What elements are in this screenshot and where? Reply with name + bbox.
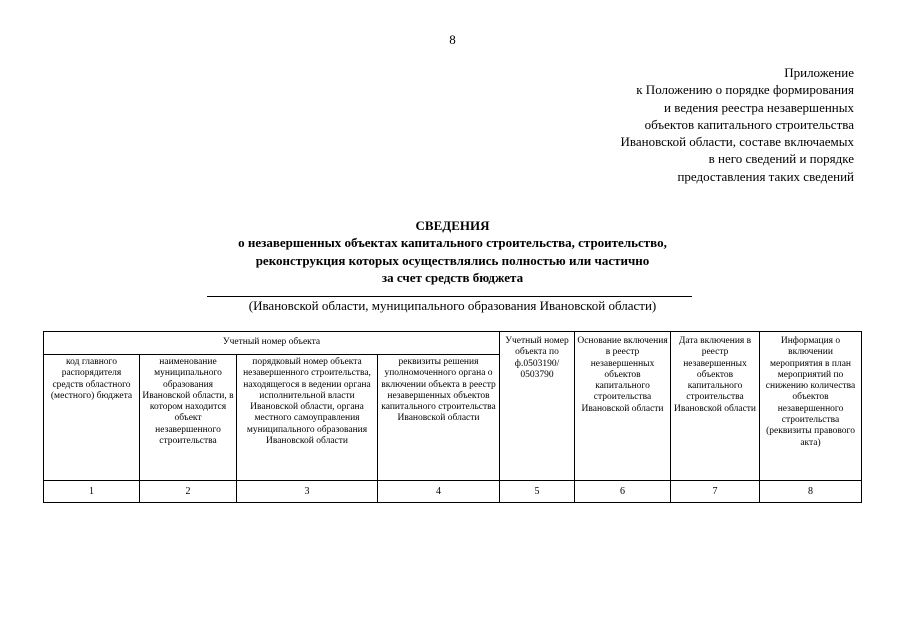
column-number: 5 xyxy=(500,481,575,503)
subtitle-line: реконструкция которых осуществлялись полностью или частично xyxy=(255,252,650,268)
document-subtitle xyxy=(0,234,905,287)
column-number: 3 xyxy=(237,481,378,503)
appendix-line: предоставления таких сведений xyxy=(677,168,854,184)
column-number: 2 xyxy=(140,481,237,503)
header-col-8: Информация о включении мероприятия в план мероприятий по снижению количества объектов незавершенного строительства (реквизиты правового акта) xyxy=(760,332,862,481)
column-number: 7 xyxy=(671,481,760,503)
document-title: СВЕДЕНИЯ xyxy=(415,218,490,233)
header-col-5: Учетный номер объекта по ф.0503190/ 0503790 xyxy=(500,332,575,481)
appendix-line: и ведения реестра незавершенных xyxy=(664,99,854,115)
appendix-line: Ивановской области, составе включаемых xyxy=(620,134,854,150)
appendix-line: в него сведений и порядке xyxy=(708,151,854,167)
subtitle-line: о незавершенных объектах капитального строительства, строительство, xyxy=(238,235,667,250)
header-col-3: порядковый номер объекта незавершенного строительства, находящегося в ведении органа исполнительной власти Ивановской области, органа местного самоуправления муниципального образования Ивановской области xyxy=(237,355,378,481)
column-number: 8 xyxy=(760,481,862,503)
header-col-6: Основание включения в реестр незавершенных объектов капитального строительства Ивановской области xyxy=(575,332,671,481)
appendix-block xyxy=(524,64,854,185)
column-number: 4 xyxy=(378,481,500,503)
budget-name-fill-line xyxy=(207,296,692,297)
column-number: 6 xyxy=(575,481,671,503)
appendix-line: к Положению о порядке формирования xyxy=(636,82,854,98)
appendix-line: объектов капитального строительства xyxy=(644,116,854,132)
register-table xyxy=(43,331,862,503)
budget-caption: (Ивановской области, муниципального образования Ивановской области) xyxy=(248,298,657,313)
header-col-1: код главного распорядителя средств областного (местного) бюджета xyxy=(44,355,140,481)
header-account-number-group: Учетный номер объекта xyxy=(44,332,500,355)
header-col-7: Дата включения в реестр незавершенных объектов капитального строительства Ивановской области xyxy=(671,332,760,481)
subtitle-line: за счет средств бюджета xyxy=(381,270,524,285)
appendix-line: Приложение xyxy=(784,65,854,80)
header-col-4: реквизиты решения уполномоченного органа о включении объекта в реестр незавершенных объектов капитального строительства Ивановской области xyxy=(378,355,500,481)
page-number: 8 xyxy=(449,32,456,47)
header-col-2: наименование муниципального образования Ивановской области, в котором находится объект незавершенного строительства xyxy=(140,355,237,481)
column-number: 1 xyxy=(44,481,140,503)
